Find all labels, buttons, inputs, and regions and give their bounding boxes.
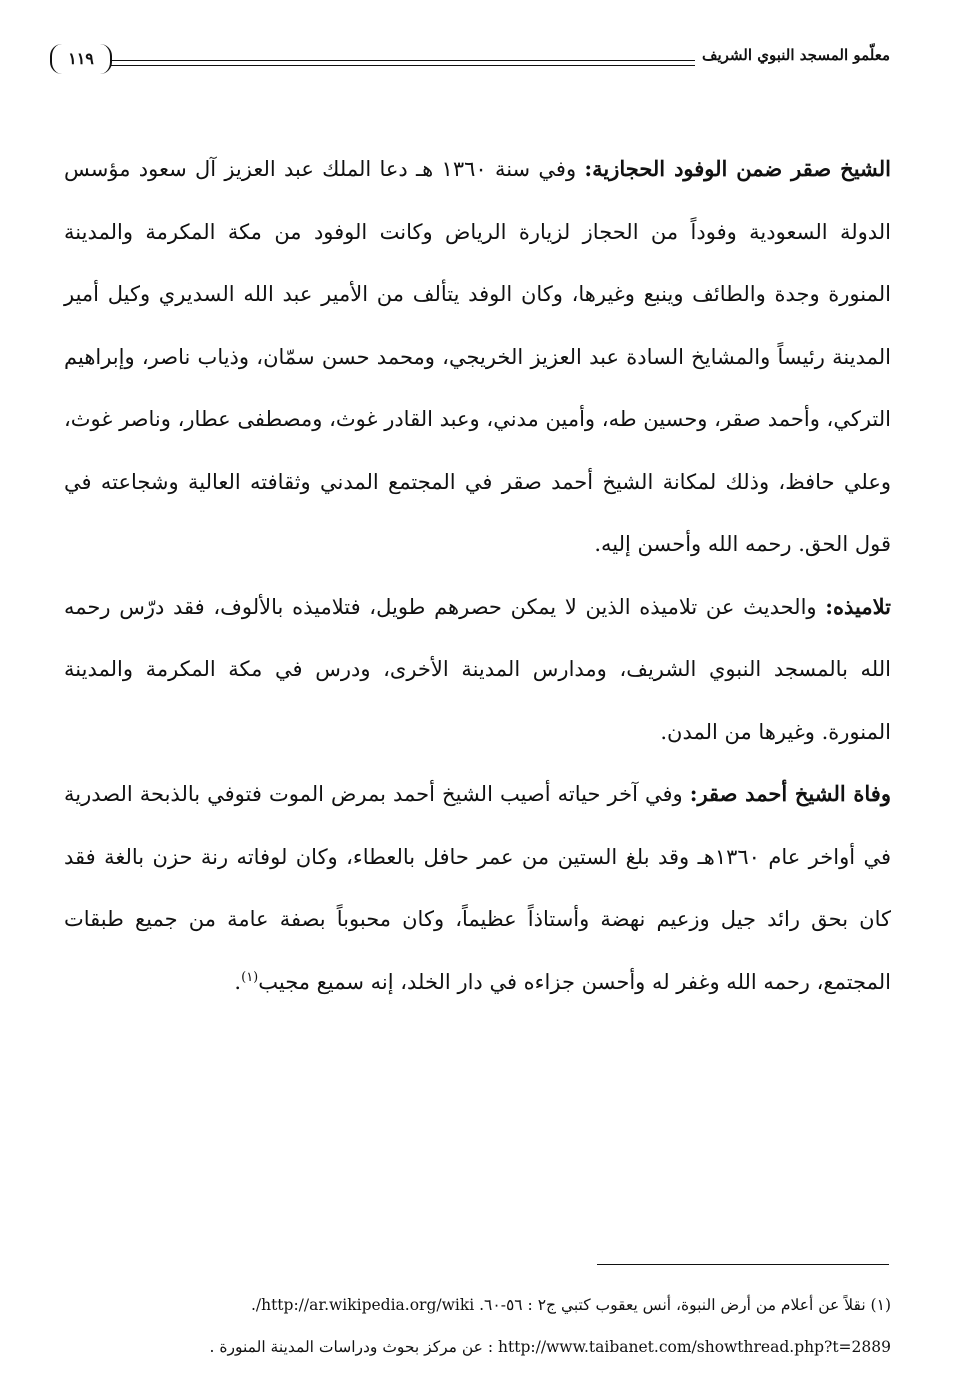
- footnote-source-text: (١) نقلاً عن أعلام من أرض النبوة، أنس يعقوب كتبي ج٢ : ٥٦-٦٠.: [474, 1296, 891, 1314]
- footnote-source-text: : عن مركز بحوث ودراسات المدينة المنورة .: [209, 1338, 499, 1356]
- body-text: [64, 138, 891, 1013]
- paragraph-text: والحديث عن تلاميذه الذين لا يمكن حصرهم طويل، فتلاميذه بالألوف، فقد درّس رحمه الله بالمسجد النبوي الشريف، ومدارس المدينة الأخرى، ودرس في مكة المكرمة والمدينة المنورة. وغيرها من المدن.: [64, 594, 891, 744]
- paragraph-heading: الشيخ صقر ضمن الوفود الحجازية:: [584, 156, 891, 181]
- paragraph-text: وفي سنة ١٣٦٠ هـ دعا الملك عبد العزيز آل سعود مؤسس الدولة السعودية وفوداً من الحجاز لزيارة الرياض وكانت الوفود من مكة المكرمة والمدينة المنورة وجدة والطائف وينبع وغيرها، وكان الوفد يتألف من الأمير عبد الله السديري وكيل أمير المدينة رئيساً والمشايخ السادة عبد العزيز الخريجي، ومحمد حسن سمّان، وذياب ناصر، وإبراهيم التركي، وأحمد صقر، وحسين طه، وأمين مدني، وعبد القادر غوث، ومصطفى عطار، وناصر غوث، وعلي حافظ، وذلك لمكانة الشيخ أحمد صقر في المجتمع المدني وثقافته العالية وشجاعته في قول الحق. رحمه الله وأحسن إليه.: [64, 157, 891, 556]
- page-number-frame: [50, 44, 112, 74]
- header-rule: [110, 65, 695, 66]
- footnote-reference[interactable]: (١): [241, 969, 259, 985]
- paragraph-heading: تلاميذه:: [825, 593, 891, 619]
- footnote-url-taibanet[interactable]: http://www.taibanet.com/showthread.php?t=2889: [498, 1338, 891, 1356]
- footnote-end: .: [250, 1296, 256, 1314]
- header-rule: [110, 60, 695, 61]
- footnotes: [76, 1284, 891, 1368]
- running-header: [50, 40, 890, 80]
- paragraph-students: [64, 576, 891, 764]
- footnote-1: [76, 1284, 891, 1326]
- page-number: ١١٩: [68, 49, 94, 68]
- paragraph-text: وفي آخر حياته أصيب الشيخ أحمد بمرض الموت فتوفي بالذبحة الصدرية في أواخر عام ١٣٦٠هـ وقد بلغ الستين من عمر حافل بالعطاء، وكان لوفاته رنة حزن بالغة فقد كان بحق رائد جيل وزعيم نهضة وأستاذاً عظيماً، وكان محبوباً بصفة عامة من جميع طبقات المجتمع، رحمه الله وغفر له وأحسن جزاءه في دار الخلد، إنه سميع مجيب: [64, 782, 891, 994]
- running-header-title: معلّمو المسجد النبوي الشريف: [701, 46, 890, 64]
- paragraph-death: [64, 763, 891, 1013]
- paragraph-heading: وفاة الشيخ أحمد صقر:: [689, 781, 891, 806]
- paragraph-end: .: [234, 969, 242, 994]
- paragraph-delegations: [64, 138, 891, 576]
- footnote-url-wikipedia[interactable]: /http://ar.wikipedia.org/wiki: [255, 1296, 475, 1314]
- footnote-separator: [597, 1264, 889, 1265]
- footnote-1-continued: [76, 1326, 891, 1368]
